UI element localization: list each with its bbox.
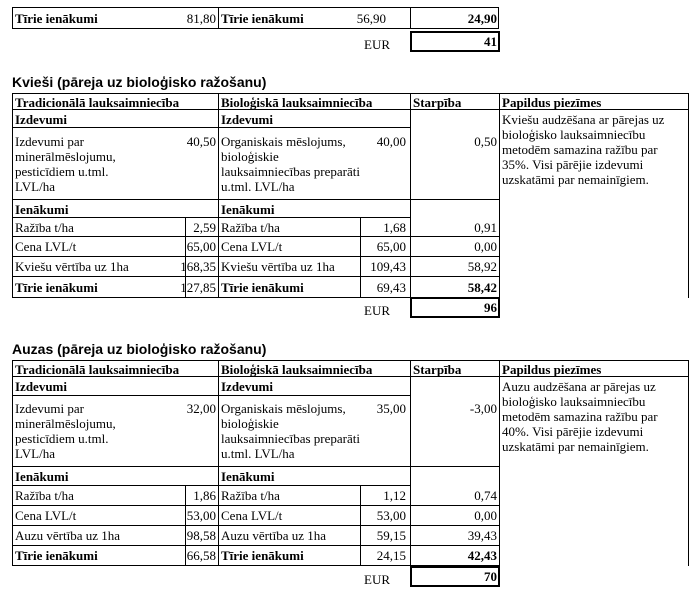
wheat-expenses-bio: Izdevumi (221, 112, 273, 127)
wheat-net-diff: 58,42 (467, 280, 497, 295)
oats-bio-expense-value: 35,00 (376, 401, 406, 416)
wheat-row-trad-value: 65,00 (186, 239, 216, 254)
oats-row-trad-value: 98,58 (186, 528, 216, 543)
oats-net-diff: 42,43 (467, 548, 497, 563)
oats-row-diff: 0,74 (474, 488, 497, 503)
oats-header-diff: Starpība (413, 362, 462, 377)
wheat-row-bio-value: 65,00 (376, 239, 406, 254)
wheat-bio-expense-value: 40,00 (376, 134, 406, 149)
wheat-net-trad-label: Tīrie ienākumi (15, 280, 98, 295)
oats-header-notes: Papildus piezīmes (502, 362, 602, 377)
wheat-expenses-trad: Izdevumi (15, 112, 67, 127)
wheat-row-bio-label: Ražība t/ha (221, 220, 280, 235)
oats-row-bio-value: 59,15 (376, 528, 406, 543)
oats-row-trad-value: 53,00 (186, 508, 216, 523)
oats-row-diff: 39,43 (467, 528, 497, 543)
oats-trad-expense-label: Izdevumi par minerālmēslojumu, pesticīdiem u.tml. LVL/ha (15, 401, 116, 461)
oats-net-trad-label: Tīrie ienākumi (15, 548, 98, 563)
top-currency: EUR (364, 37, 390, 52)
wheat-row-bio-label: Kviešu vērtība uz 1ha (221, 259, 335, 274)
oats-row-trad-label: Cena LVL/t (15, 508, 77, 523)
wheat-income-trad: Ienākumi (15, 202, 69, 217)
wheat-row-diff: 0,91 (474, 220, 497, 235)
wheat-row-diff: 58,92 (467, 259, 497, 274)
wheat-row-bio-value: 1,68 (383, 220, 406, 235)
wheat-title: Kvieši (pāreja uz bioloģisko ražošanu) (12, 74, 267, 90)
oats-header-bio: Bioloģiskā lauksaimniecība (221, 362, 373, 377)
wheat-trad-expense-label: Izdevumi par minerālmēslojumu, pesticīdiem u.tml. LVL/ha (15, 134, 116, 194)
top-bio-label: Tīrie ienākumi (221, 11, 304, 26)
wheat-currency: EUR (364, 303, 390, 318)
wheat-trad-expense-value: 40,50 (186, 134, 216, 149)
wheat-row-trad-value: 2,59 (193, 220, 216, 235)
top-eur-value: 41 (484, 34, 497, 49)
oats-title: Auzas (pāreja uz bioloģisko ražošanu) (12, 341, 267, 357)
oats-income-bio: Ienākumi (221, 469, 275, 484)
wheat-net-trad-value: 127,85 (180, 280, 216, 295)
wheat-income-bio: Ienākumi (221, 202, 275, 217)
wheat-row-trad-label: Ražība t/ha (15, 220, 74, 235)
oats-row-trad-label: Ražība t/ha (15, 488, 74, 503)
wheat-header-notes: Papildus piezīmes (502, 95, 602, 110)
top-bio-value: 56,90 (356, 11, 386, 26)
wheat-header-trad: Tradicionālā lauksaimniecība (15, 95, 180, 110)
wheat-eur-value: 96 (484, 300, 497, 315)
oats-row-bio-value: 1,12 (383, 488, 406, 503)
wheat-row-bio-label: Cena LVL/t (221, 239, 283, 254)
oats-income-trad: Ienākumi (15, 469, 69, 484)
oats-net-bio-label: Tīrie ienākumi (221, 548, 304, 563)
oats-net-bio-value: 24,15 (376, 548, 406, 563)
wheat-row-trad-label: Kviešu vērtība uz 1ha (15, 259, 129, 274)
wheat-diff-expense: 0,50 (474, 134, 497, 149)
top-trad-value: 81,80 (186, 11, 216, 26)
wheat-bio-expense-label: Organiskais mēslojums, bioloģiskie lauksaimniecības preparāti u.tml. LVL/ha (221, 134, 360, 194)
oats-row-diff: 0,00 (474, 508, 497, 523)
wheat-row-trad-value: 168,35 (180, 259, 216, 274)
oats-row-bio-label: Cena LVL/t (221, 508, 283, 523)
wheat-row-trad-label: Cena LVL/t (15, 239, 77, 254)
oats-expenses-trad: Izdevumi (15, 379, 67, 394)
oats-currency: EUR (364, 572, 390, 587)
oats-row-bio-label: Ražība t/ha (221, 488, 280, 503)
oats-diff-expense: -3,00 (469, 401, 497, 416)
oats-row-bio-value: 53,00 (376, 508, 406, 523)
oats-notes-text: Auzu audzēšana ar pārejas uz bioloģisko lauksaimniecību metodēm samazina ražību par 40%. Visi pārējie izdevumi uzskatāmi par nemainīgiem. (502, 379, 658, 454)
oats-row-trad-label: Auzu vērtība uz 1ha (15, 528, 121, 543)
wheat-header-diff: Starpība (413, 95, 462, 110)
oats-header-trad: Tradicionālā lauksaimniecība (15, 362, 180, 377)
oats-bio-expense-label: Organiskais mēslojums, bioloģiskie lauksaimniecības preparāti u.tml. LVL/ha (221, 401, 360, 461)
wheat-net-bio-value: 69,43 (376, 280, 406, 295)
oats-net-trad-value: 66,58 (186, 548, 216, 563)
wheat-notes-text: Kviešu audzēšana ar pārejas uz bioloģisko lauksaimniecību metodēm samazina ražību par 35%. Visi pārējie izdevumi uzskatāmi par nemainīgiem. (502, 112, 665, 187)
top-diff-value: 24,90 (467, 11, 497, 26)
oats-trad-expense-value: 32,00 (186, 401, 216, 416)
oats-row-bio-label: Auzu vērtība uz 1ha (221, 528, 327, 543)
oats-expenses-bio: Izdevumi (221, 379, 273, 394)
wheat-net-bio-label: Tīrie ienākumi (221, 280, 304, 295)
top-trad-label: Tīrie ienākumi (15, 11, 98, 26)
oats-eur-value: 70 (484, 569, 497, 584)
oats-row-trad-value: 1,86 (193, 488, 216, 503)
wheat-row-bio-value: 109,43 (370, 259, 406, 274)
wheat-header-bio: Bioloģiskā lauksaimniecība (221, 95, 373, 110)
wheat-row-diff: 0,00 (474, 239, 497, 254)
